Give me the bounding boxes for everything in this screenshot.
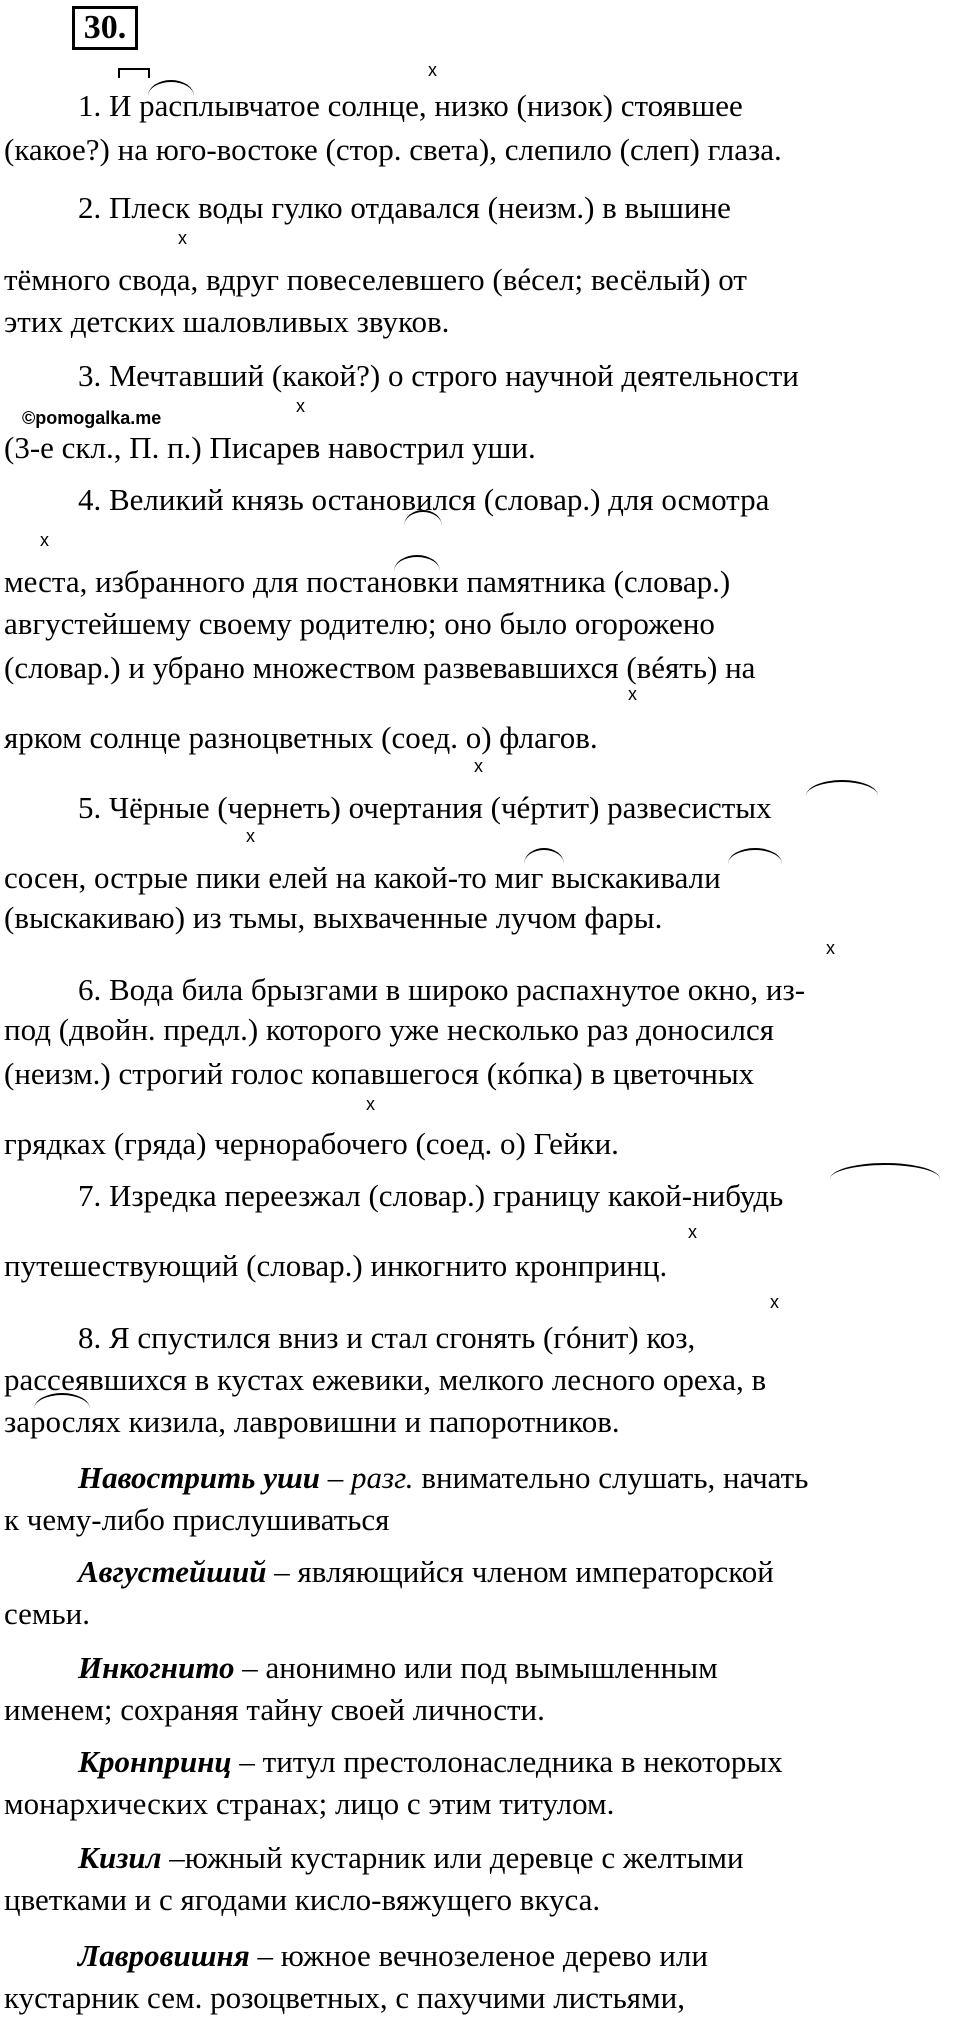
line-text: места, избранного для постановки памятника (словар.) bbox=[4, 564, 731, 599]
definition-text: цветками и с ягодами кисло-вяжущего вкуса. bbox=[4, 1882, 601, 1917]
line-2a bbox=[78, 190, 731, 226]
line-text: (выскакиваю) из тьмы, выхваченные лучом фары. bbox=[4, 900, 663, 935]
definition-3-line1 bbox=[78, 1650, 718, 1686]
line-text: зарослях кизила, лавровишни и папоротников. bbox=[4, 1404, 620, 1439]
line-4b bbox=[4, 564, 730, 600]
morpheme-arc bbox=[806, 780, 878, 796]
definition-text: южный кустарник или деревце с желтыми bbox=[184, 1840, 744, 1875]
line-8c bbox=[4, 1404, 620, 1440]
line-6b bbox=[4, 1012, 774, 1048]
definition-label: разг. bbox=[351, 1460, 414, 1495]
line-text: грядках (гряда) чернорабочего (соед. о) Гейки. bbox=[4, 1126, 619, 1161]
definition-term: Кронпринц bbox=[78, 1744, 232, 1779]
line-text: (словар.) и убрано множеством развевавшихся (вéять) на bbox=[4, 650, 756, 685]
definition-2-line2 bbox=[4, 1596, 90, 1632]
line-text: (неизм.) строгий голос копавшегося (кóпка) в цветочных bbox=[4, 1056, 755, 1091]
exercise-number: 30. bbox=[72, 6, 138, 50]
line-text: ярком солнце разноцветных (соед. о) флагов. bbox=[4, 720, 598, 755]
definition-text: южное вечнозеленое дерево или bbox=[280, 1938, 708, 1973]
morpheme-arc bbox=[728, 848, 782, 864]
definition-5-line2 bbox=[4, 1882, 600, 1918]
line-text: 7. Изредка переезжал (словар.) границу какой-нибудь bbox=[78, 1178, 784, 1213]
line-7b bbox=[4, 1248, 667, 1284]
x-mark: x bbox=[178, 228, 187, 248]
line-text: тёмного свода, вдруг повеселевшего (вéсел; весёлый) от bbox=[4, 262, 747, 297]
definition-4-line2 bbox=[4, 1786, 614, 1822]
morpheme-arc bbox=[830, 1163, 940, 1179]
x-mark: x bbox=[40, 530, 49, 550]
definition-text: внимательно слушать, начать bbox=[413, 1460, 809, 1495]
definition-4-line1 bbox=[78, 1744, 783, 1780]
definition-text: монархических странах; лицо с этим титулом. bbox=[4, 1786, 615, 1821]
line-6c bbox=[4, 1056, 754, 1092]
x-mark: x bbox=[688, 1222, 697, 1242]
definition-1-line2 bbox=[4, 1502, 389, 1538]
definition-dash: – bbox=[249, 1938, 281, 1973]
line-6a bbox=[78, 972, 805, 1008]
line-4c bbox=[4, 606, 715, 642]
definition-term: Инкогнито bbox=[78, 1650, 235, 1685]
line-text: путешествующий (словар.) инкогнито кронпринц. bbox=[4, 1248, 668, 1283]
definition-dash: – bbox=[234, 1650, 266, 1685]
line-text: 2. Плеск воды гулко отдавался (неизм.) в вышине bbox=[78, 190, 731, 225]
line-6d bbox=[4, 1126, 619, 1162]
line-5b bbox=[4, 860, 721, 896]
line-text: 8. Я спустился вниз и стал сгонять (гóнит) коз, bbox=[78, 1320, 696, 1355]
line-7a bbox=[78, 1178, 783, 1214]
definition-term: Кизил bbox=[78, 1840, 162, 1875]
x-mark: x bbox=[770, 1292, 779, 1312]
line-5a bbox=[78, 790, 772, 826]
line-8b bbox=[4, 1362, 766, 1398]
definition-text: титул престолонаследника в некоторых bbox=[262, 1744, 783, 1779]
line-text: (3-е скл., П. п.) Писарев навострил уши. bbox=[4, 430, 536, 465]
line-text: 4. Великий князь остановился (словар.) для осмотра bbox=[78, 482, 770, 517]
line-text: под (двойн. предл.) которого уже несколько раз доносился bbox=[4, 1012, 774, 1047]
line-4a bbox=[78, 482, 769, 518]
definition-term: Навострить уши bbox=[78, 1460, 321, 1495]
line-text: сосен, острые пики елей на какой-то миг выскакивали bbox=[4, 860, 721, 895]
line-text: 5. Чёрные (чернеть) очертания (чéртит) развесистых bbox=[78, 790, 772, 825]
definition-text: к чему-либо прислушиваться bbox=[4, 1502, 390, 1537]
line-2b bbox=[4, 262, 747, 298]
line-3a bbox=[78, 358, 799, 394]
definition-text: именем; сохраняя тайну своей личности. bbox=[4, 1692, 545, 1727]
x-mark: x bbox=[428, 60, 437, 80]
definition-dash: – bbox=[266, 1554, 298, 1589]
line-text: этих детских шаловливых звуков. bbox=[4, 304, 450, 339]
line-text: августейшему своему родителю; оно было огорожено bbox=[4, 606, 715, 641]
definition-6-line2 bbox=[4, 1980, 685, 2016]
line-5c bbox=[4, 900, 662, 936]
definition-text: анонимно или под вымышленным bbox=[265, 1650, 718, 1685]
line-text: (какое?) на юго-востоке (стор. света), слепило (слеп) глаза. bbox=[4, 132, 782, 167]
definition-term: Августейший bbox=[78, 1554, 267, 1589]
line-3b bbox=[4, 430, 536, 466]
line-8a bbox=[78, 1320, 695, 1356]
x-mark: x bbox=[474, 756, 483, 776]
x-mark: x bbox=[366, 1094, 375, 1114]
definition-3-line2 bbox=[4, 1692, 545, 1728]
definition-6-line1 bbox=[78, 1938, 708, 1974]
definition-2-line1 bbox=[78, 1554, 774, 1590]
definition-term: Лавровишня bbox=[78, 1938, 250, 1973]
line-1a bbox=[78, 88, 743, 124]
prefix-bracket bbox=[118, 68, 150, 78]
line-2c bbox=[4, 304, 449, 340]
definition-dash: – bbox=[231, 1744, 263, 1779]
definition-text: являющийся членом императорской bbox=[297, 1554, 774, 1589]
x-mark: x bbox=[628, 684, 637, 704]
line-4e bbox=[4, 720, 598, 756]
definition-dash: – bbox=[161, 1840, 185, 1875]
definition-1-line1 bbox=[78, 1460, 808, 1496]
definition-5-line1 bbox=[78, 1840, 744, 1876]
line-text: 6. Вода била брызгами в широко распахнутое окно, из- bbox=[78, 972, 806, 1007]
watermark: ©pomogalka.me bbox=[22, 408, 162, 428]
line-4d bbox=[4, 650, 755, 686]
line-text: 1. И расплывчатое солнце, низко (низок) стоявшее bbox=[78, 88, 743, 123]
line-1b bbox=[4, 132, 782, 168]
x-mark: x bbox=[826, 938, 835, 958]
x-mark: x bbox=[296, 396, 305, 416]
definition-text: кустарник сем. розоцветных, с пахучими листьями, bbox=[4, 1980, 685, 2015]
line-text: рассеявшихся в кустах ежевики, мелкого лесного ореха, в bbox=[4, 1362, 767, 1397]
definition-text: семьи. bbox=[4, 1596, 90, 1631]
line-text: 3. Мечтавший (какой?) о строго научной деятельности bbox=[78, 358, 799, 393]
definition-dash: – bbox=[320, 1460, 352, 1495]
x-mark: x bbox=[246, 826, 255, 846]
